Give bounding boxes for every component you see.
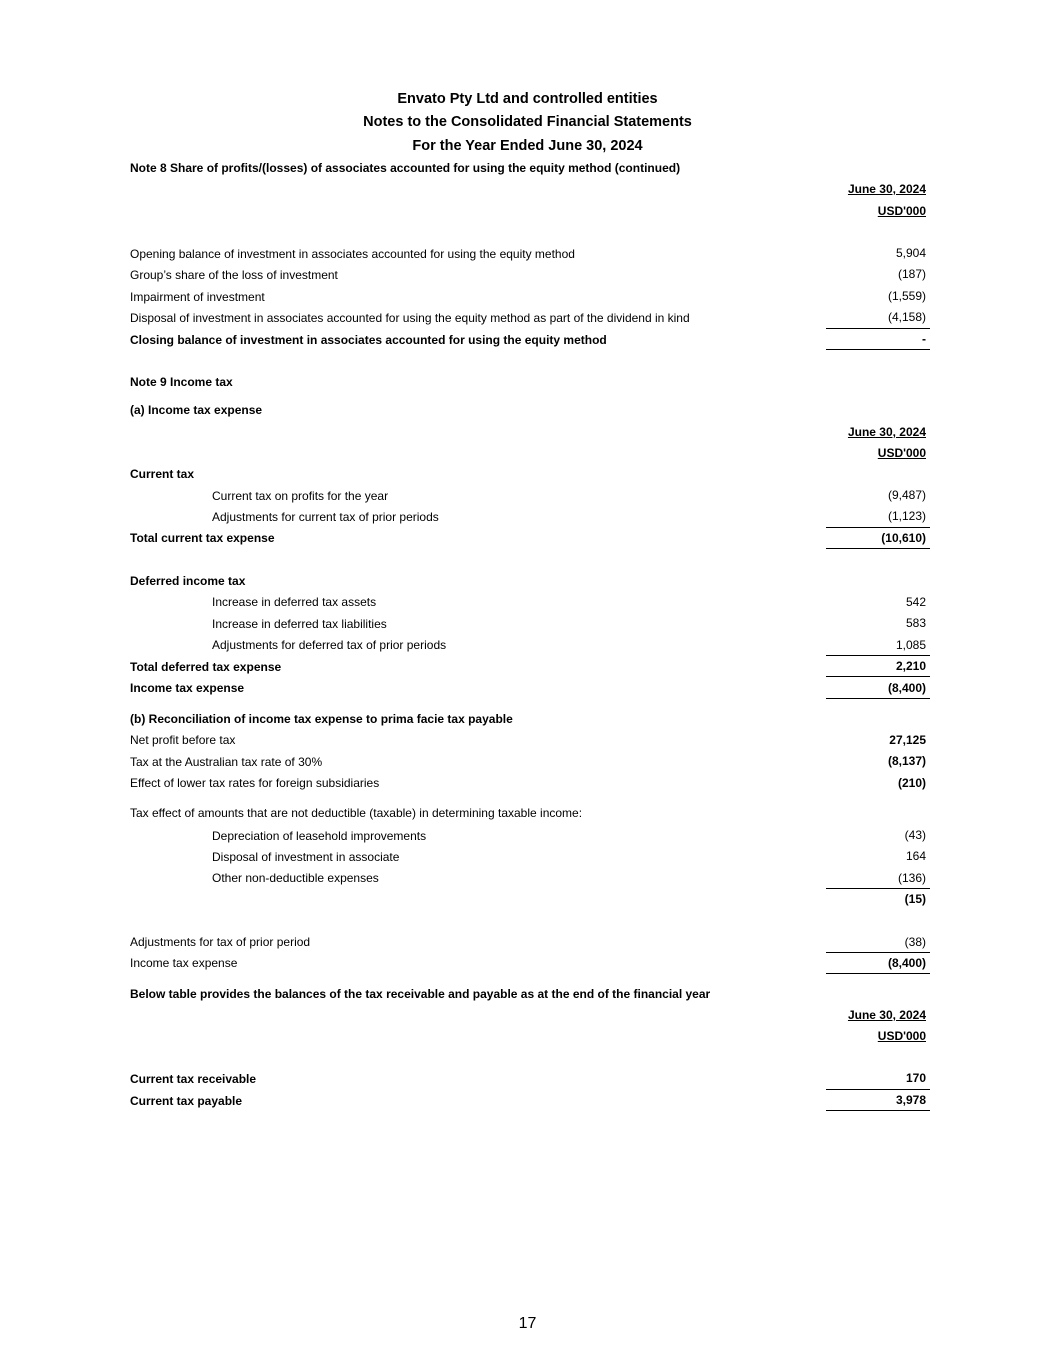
deferred-tax-total-rule	[826, 676, 930, 677]
deferred-tax-heading: Deferred income tax	[130, 574, 246, 588]
reconciliation-row-value: (210)	[897, 776, 926, 790]
period-title: For the Year Ended June 30, 2024	[412, 138, 643, 154]
tax-effect-row-label: Depreciation of leasehold improvements	[212, 829, 427, 843]
note9-title: Note 9 Income tax	[130, 375, 233, 389]
income-tax-expense-rule	[826, 698, 930, 699]
current-tax-row-value: (9,487)	[887, 488, 926, 502]
section-a-title: (a) Income tax expense	[130, 403, 263, 417]
balance-row-value: 3,978	[895, 1093, 926, 1107]
section-b-title: (b) Reconciliation of income tax expense to prima facie tax payable	[130, 712, 513, 726]
deferred-tax-row-value: 583	[905, 616, 926, 630]
reconciliation-total-rule	[826, 973, 930, 974]
income-tax-expense-value: (8,400)	[887, 681, 926, 695]
tax-effect-row-label: Other non-deductible expenses	[212, 871, 379, 885]
balances-col-date: June 30, 2024	[847, 1008, 926, 1022]
tax-effect-subtotal: (15)	[904, 892, 926, 906]
balance-row-label: Current tax payable	[130, 1094, 243, 1108]
document-subtitle: Notes to the Consolidated Financial Statements	[363, 114, 692, 130]
note8-row-label: Opening balance of investment in associates accounted for using the equity method	[130, 247, 575, 261]
current-tax-total-rule	[826, 548, 930, 549]
note8-row-label: Disposal of investment in associates accounted for using the equity method as part of the dividend in kind	[130, 311, 690, 325]
balance-row-value: 170	[905, 1071, 926, 1085]
note8-total-rule	[826, 349, 930, 350]
reconciliation-row-value: (8,137)	[887, 754, 926, 768]
note8-row-value: 5,904	[895, 246, 926, 260]
note8-title: Note 8 Share of profits/(losses) of associates accounted for using the equity method (continued)	[130, 161, 681, 175]
current-tax-row-value: (1,123)	[887, 509, 926, 523]
note8-row-label: Group’s share of the loss of investment	[130, 268, 338, 282]
reconciliation-row-label: Tax at the Australian tax rate of 30%	[130, 755, 323, 769]
current-tax-row-label: Adjustments for current tax of prior periods	[212, 510, 439, 524]
reconciliation-total-label: Income tax expense	[130, 956, 238, 970]
balance-rule	[826, 1089, 930, 1090]
reconciliation-row-label: Net profit before tax	[130, 733, 236, 747]
note8-row-value: (4,158)	[887, 310, 926, 324]
current-tax-rule	[826, 527, 930, 528]
balances-col-unit: USD'000	[877, 1029, 926, 1043]
reconciliation-row-value: 27,125	[889, 733, 926, 747]
income-tax-expense-label: Income tax expense	[130, 681, 245, 695]
deferred-tax-row-label: Increase in deferred tax assets	[212, 595, 377, 609]
note8-col-unit: USD'000	[877, 204, 926, 218]
deferred-tax-row-label: Increase in deferred tax liabilities	[212, 617, 387, 631]
deferred-tax-total-label: Total deferred tax expense	[130, 660, 282, 674]
current-tax-heading: Current tax	[130, 467, 195, 481]
deferred-tax-row-label: Adjustments for deferred tax of prior periods	[212, 638, 447, 652]
deferred-tax-row-value: 542	[905, 595, 926, 609]
reconciliation-row-label: Effect of lower tax rates for foreign subsidiaries	[130, 776, 380, 790]
tax-effect-row-value: (43)	[904, 828, 926, 842]
section-a-col-date: June 30, 2024	[847, 425, 926, 439]
deferred-tax-total-value: 2,210	[895, 659, 926, 673]
tax-effect-row-value: (136)	[897, 871, 926, 885]
balance-row-label: Current tax receivable	[130, 1072, 257, 1086]
note8-total-value: -	[922, 332, 926, 346]
balance-total-rule	[826, 1110, 930, 1111]
reconciliation-total-value: (8,400)	[887, 956, 926, 970]
current-tax-total-label: Total current tax expense	[130, 531, 275, 545]
prior-period-rule	[826, 952, 930, 953]
tax-effect-row-value: 164	[905, 849, 926, 863]
company-title: Envato Pty Ltd and controlled entities	[397, 91, 658, 107]
current-tax-row-label: Current tax on profits for the year	[212, 489, 389, 503]
page-number: 17	[518, 1315, 537, 1332]
note8-col-date: June 30, 2024	[847, 182, 926, 196]
note8-subtotal-rule	[826, 328, 930, 329]
balances-title: Below table provides the balances of the tax receivable and payable as at the end of the financial year	[130, 987, 711, 1001]
deferred-tax-row-value: 1,085	[895, 638, 926, 652]
prior-period-label: Adjustments for tax of prior period	[130, 935, 311, 949]
deferred-tax-rule	[826, 655, 930, 656]
note8-total-label: Closing balance of investment in associates accounted for using the equity method	[130, 333, 607, 347]
note8-row-label: Impairment of investment	[130, 290, 265, 304]
tax-effect-heading: Tax effect of amounts that are not deductible (taxable) in determining taxable income:	[130, 806, 583, 820]
current-tax-total-value: (10,610)	[881, 531, 926, 545]
note8-row-value: (187)	[897, 267, 926, 281]
prior-period-value: (38)	[904, 935, 926, 949]
tax-effect-row-label: Disposal of investment in associate	[212, 850, 400, 864]
note8-row-value: (1,559)	[887, 289, 926, 303]
section-a-col-unit: USD'000	[877, 446, 926, 460]
tax-effect-rule	[826, 888, 930, 889]
